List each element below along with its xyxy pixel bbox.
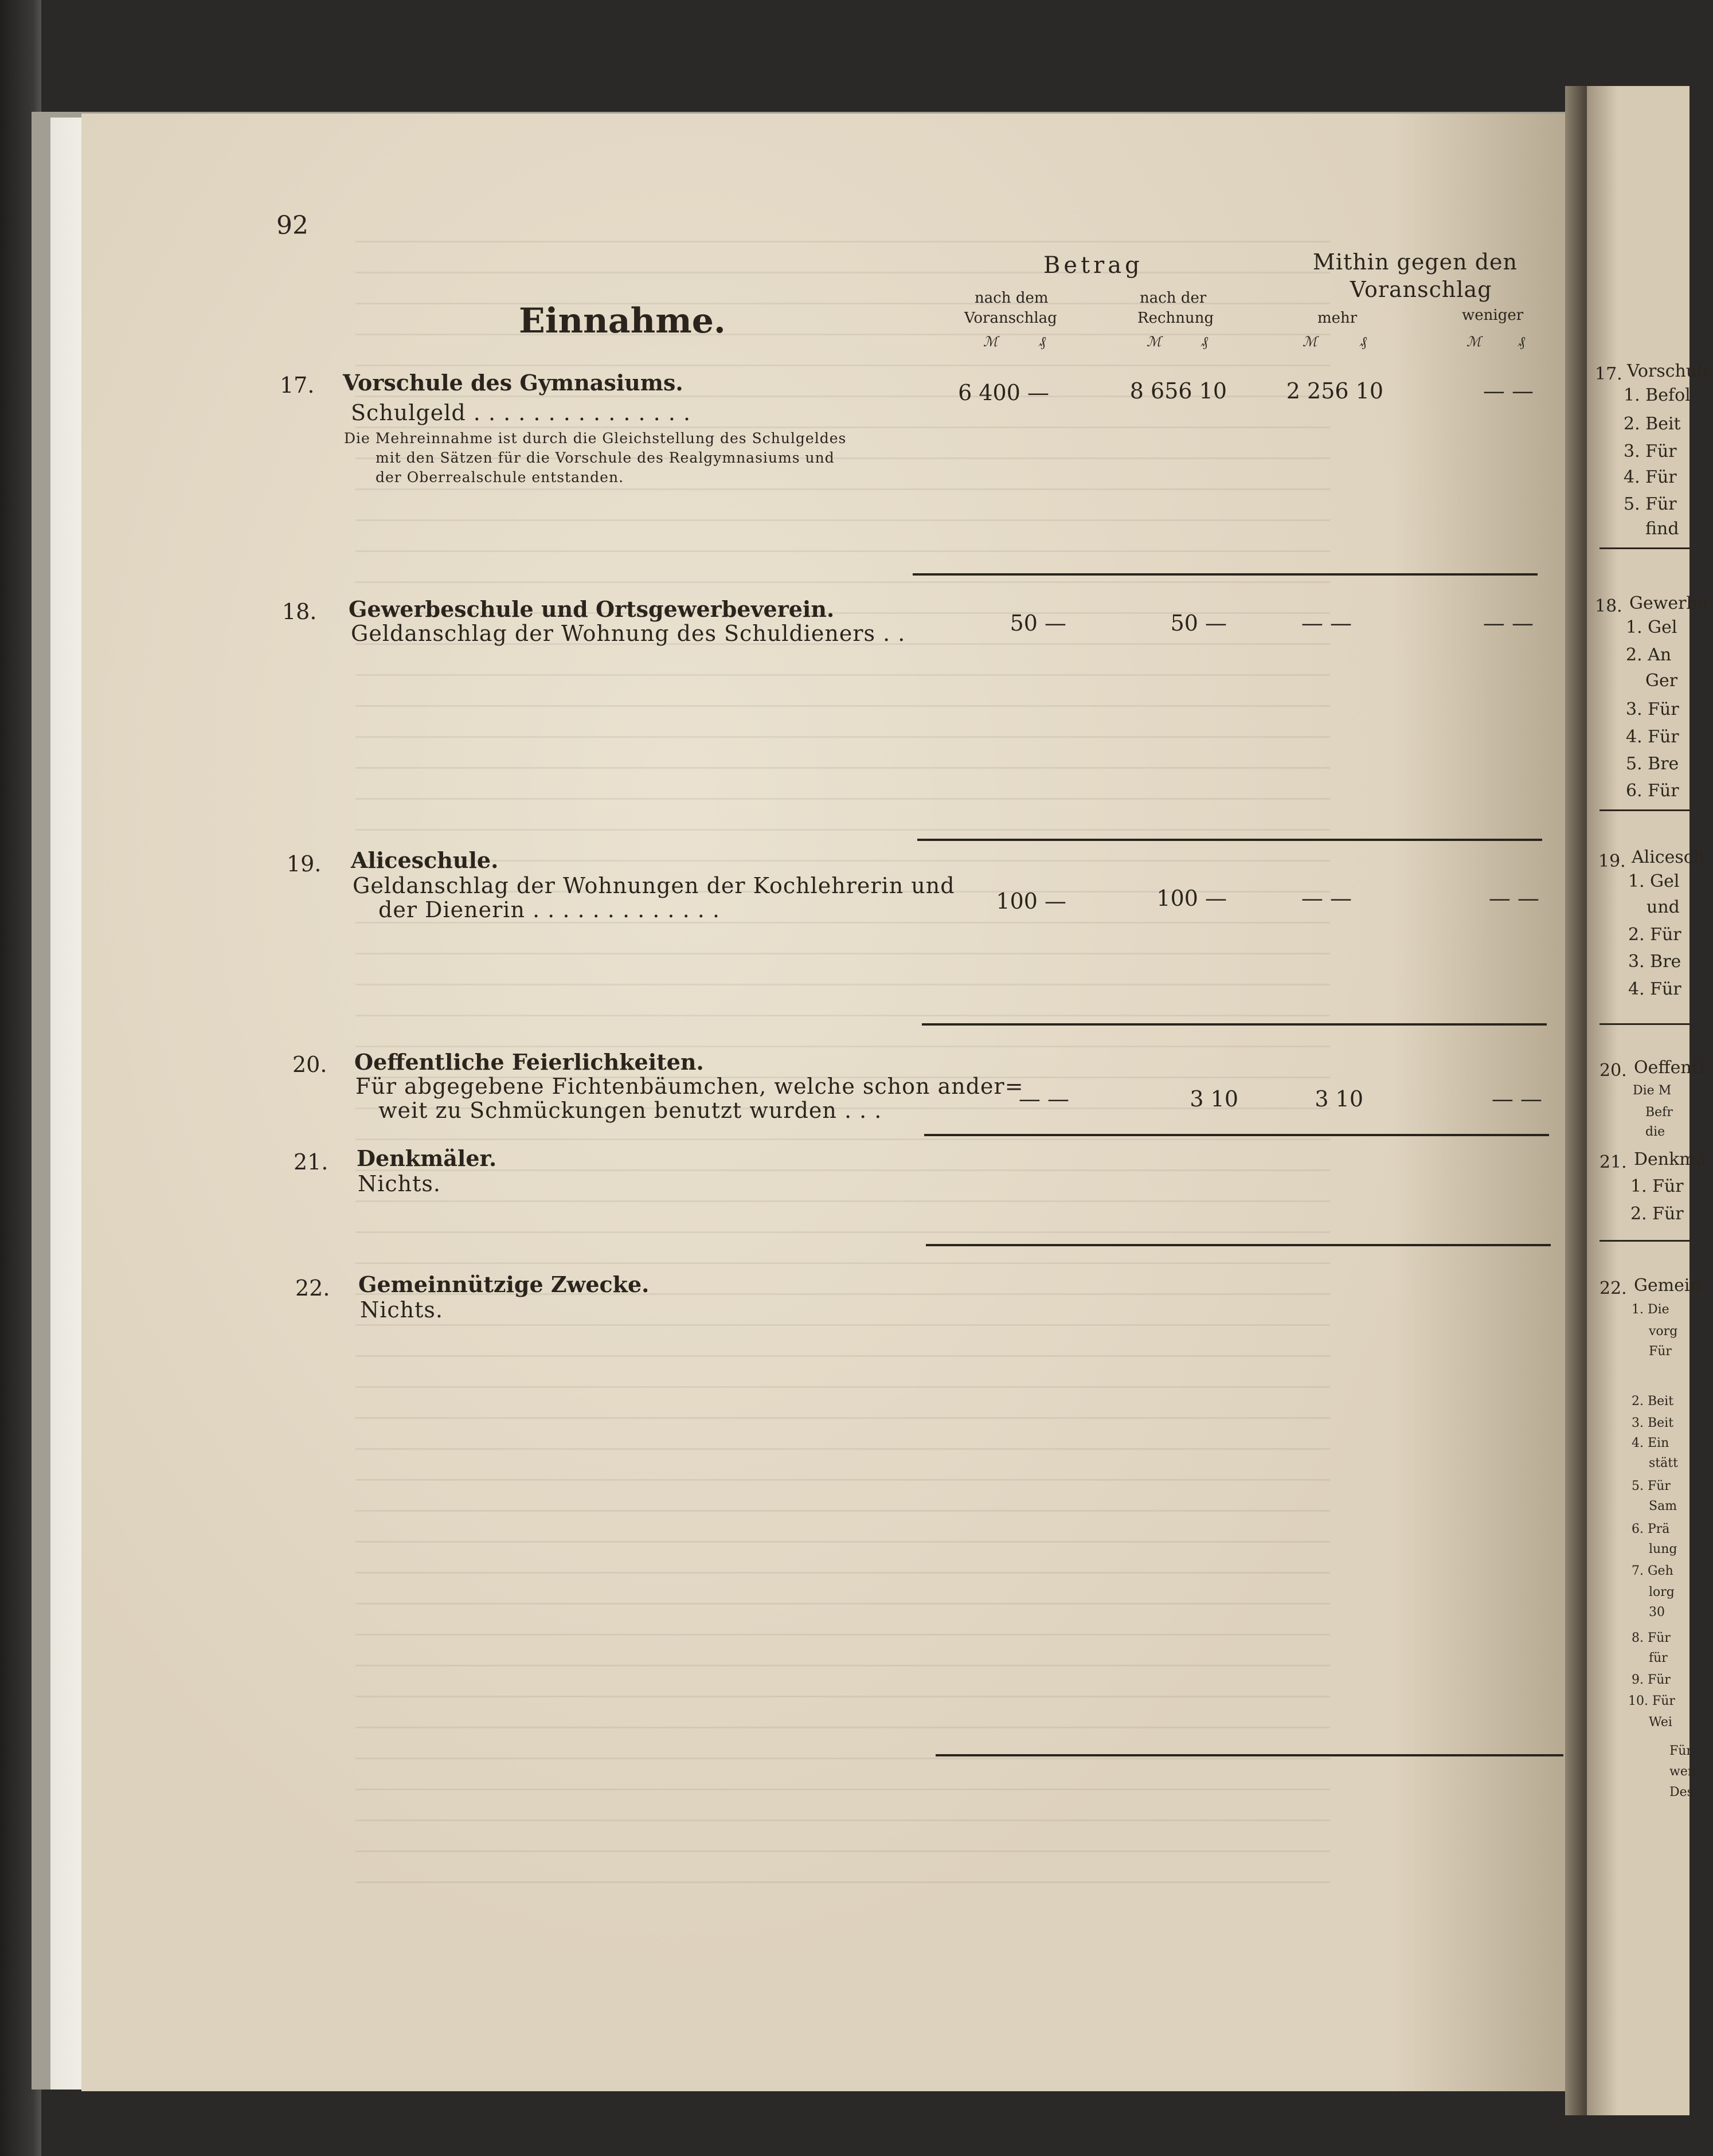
facing-text: 1. Befol — [1624, 385, 1691, 405]
col-header-voranschlag-2: Voranschlag — [1350, 277, 1492, 302]
amount-rechnung: 8 656 10 — [1129, 378, 1227, 404]
facing-text: 4. Für — [1628, 979, 1681, 999]
amount-weniger: — — — [1488, 886, 1539, 911]
facing-text: 6. Für — [1626, 781, 1679, 801]
col-header-weniger: weniger — [1462, 307, 1524, 324]
facing-text: find — [1645, 519, 1679, 539]
facing-text: 10. Für — [1628, 1694, 1675, 1708]
facing-text: Gewerbe — [1629, 593, 1708, 613]
facing-text: 4. Für — [1624, 467, 1677, 487]
facing-text: 3. Bre — [1628, 952, 1681, 972]
entry-line: Geldanschlag der Wohnung des Schuldieners . . — [351, 621, 906, 646]
facing-rule — [1599, 547, 1689, 549]
amount-rechnung: 100 — — [1156, 886, 1227, 911]
unit-pf: ₰ — [1039, 334, 1046, 350]
entry-rule — [924, 1134, 1549, 1136]
facing-text: 2. An — [1626, 645, 1672, 665]
amount-voranschlag: 6 400 — — [958, 380, 1049, 405]
facing-text: lorg — [1649, 1585, 1675, 1599]
unit-mark: ℳ — [1303, 334, 1317, 350]
amount-weniger: — — — [1483, 611, 1534, 636]
facing-text: 17. — [1595, 364, 1622, 384]
entry-number: 22. — [295, 1275, 330, 1301]
col-header-mithin: Mithin gegen den — [1313, 249, 1518, 275]
entry-rule — [913, 573, 1538, 576]
facing-text: 2. Für — [1628, 925, 1681, 945]
amount-mehr: 2 256 10 — [1286, 378, 1383, 404]
entry-line: Schulgeld . . . . . . . . . . . . . . . — [351, 400, 691, 425]
facing-text: 8. Für — [1632, 1631, 1671, 1645]
entry-number: 17. — [280, 373, 315, 398]
facing-rule — [1599, 1240, 1689, 1242]
facing-text: Sam — [1649, 1499, 1677, 1513]
facing-text: stätt — [1649, 1456, 1678, 1470]
facing-text: 5. Für — [1632, 1479, 1671, 1493]
facing-text: Gemein — [1634, 1275, 1701, 1296]
page-title: Einnahme. — [519, 301, 726, 341]
entry-title: Gemeinnützige Zwecke. — [358, 1271, 650, 1297]
entry-number: 19. — [287, 851, 322, 877]
facing-text: Für — [1649, 1344, 1672, 1359]
entry-line: weit zu Schmückungen benutzt wurden . . . — [378, 1098, 882, 1123]
facing-text: Oeffentl — [1634, 1058, 1704, 1078]
entry-number: 21. — [294, 1149, 328, 1175]
facing-text: 4. Ein — [1632, 1436, 1669, 1450]
entry-line: Nichts. — [360, 1297, 444, 1322]
facing-text: 18. — [1595, 596, 1622, 616]
facing-text: 6. Prä — [1632, 1522, 1670, 1536]
amount-weniger: — — — [1483, 378, 1534, 404]
facing-text: 20. — [1599, 1061, 1627, 1081]
facing-text: 5. Für — [1624, 494, 1677, 514]
facing-text: 22. — [1599, 1278, 1627, 1298]
entry-note: Die Mehreinnahme ist durch die Gleichstellung des Schulgeldes — [344, 430, 847, 447]
unit-pf: ₰ — [1518, 334, 1525, 350]
amount-mehr: — — — [1301, 611, 1352, 636]
entry-rule — [926, 1244, 1551, 1246]
facing-text: Befr — [1645, 1105, 1673, 1120]
entry-title: Aliceschule. — [351, 847, 499, 873]
facing-text: 3. Beit — [1632, 1416, 1674, 1430]
unit-pf: ₰ — [1360, 334, 1367, 350]
facing-text: vorg — [1649, 1324, 1678, 1339]
amount-voranschlag: 50 — — [1010, 611, 1066, 636]
facing-text: 4. Für — [1626, 727, 1679, 747]
unit-pf: ₰ — [1201, 334, 1208, 350]
entry-rule — [917, 839, 1542, 841]
facing-text: Für — [1669, 1744, 1692, 1758]
facing-text: 3. Für — [1626, 699, 1679, 719]
col-header-nach-der: nach der — [1140, 289, 1207, 307]
facing-text: Denkmä — [1634, 1149, 1706, 1169]
entry-title: Oeffentliche Feierlichkeiten. — [354, 1049, 704, 1075]
col-header-nach-dem: nach dem — [975, 289, 1049, 307]
facing-text: Des — [1669, 1785, 1694, 1799]
amount-rechnung: 50 — — [1170, 611, 1227, 636]
amount-voranschlag: — — — [1018, 1086, 1069, 1112]
facing-text: 1. Gel — [1626, 617, 1677, 637]
col-header-mehr: mehr — [1317, 310, 1358, 327]
entry-note: mit den Sätzen für die Vorschule des Realgymnasiums und — [376, 449, 835, 466]
amount-voranschlag: 100 — — [996, 889, 1066, 914]
facing-rule — [1599, 809, 1689, 811]
entry-number: 20. — [292, 1052, 327, 1077]
facing-text: 9. Für — [1632, 1673, 1671, 1687]
facing-text: Die M — [1633, 1083, 1672, 1098]
facing-text: 30 — [1649, 1605, 1665, 1619]
entry-line: Geldanschlag der Wohnungen der Kochlehrerin und — [353, 873, 955, 898]
facing-text: 1. Für — [1630, 1176, 1684, 1196]
facing-text: und — [1646, 897, 1680, 917]
facing-text: Alicesch — [1632, 847, 1704, 867]
facing-text: 7. Geh — [1632, 1564, 1673, 1578]
facing-text: 2. Beit — [1632, 1394, 1674, 1408]
amount-weniger: — — — [1491, 1086, 1542, 1112]
facing-text: 2. Für — [1630, 1204, 1684, 1224]
facing-text: 1. Die — [1632, 1302, 1669, 1317]
unit-mark: ℳ — [1466, 334, 1481, 350]
entry-title: Vorschule des Gymnasiums. — [343, 370, 683, 396]
facing-text: Wei — [1649, 1715, 1672, 1730]
entry-line: Nichts. — [358, 1171, 441, 1196]
unit-mark: ℳ — [1147, 334, 1161, 350]
facing-text: 19. — [1598, 851, 1626, 871]
entry-rule — [922, 1023, 1547, 1026]
entry-line: der Dienerin . . . . . . . . . . . . . — [378, 897, 720, 922]
facing-text: 1. Gel — [1628, 871, 1680, 891]
entry-title: Gewerbeschule und Ortsgewerbeverein. — [349, 596, 835, 622]
facing-text: 3. Für — [1624, 441, 1677, 461]
amount-rechnung: 3 10 — [1190, 1086, 1238, 1112]
facing-text: lung — [1649, 1542, 1677, 1556]
facing-rule — [1599, 1023, 1689, 1025]
unit-mark: ℳ — [983, 334, 998, 350]
entry-line: Für abgegebene Fichtenbäumchen, welche schon ander= — [355, 1074, 1024, 1099]
facing-text: 5. Bre — [1626, 754, 1679, 774]
facing-text: Vorschule — [1627, 361, 1713, 381]
facing-text: Ger — [1645, 671, 1678, 691]
facing-text: wen — [1669, 1764, 1696, 1779]
facing-text: für — [1649, 1651, 1668, 1665]
entry-title: Denkmäler. — [357, 1145, 497, 1171]
page-end-rule — [936, 1754, 1563, 1756]
col-header-rechnung: Rechnung — [1137, 310, 1214, 327]
amount-mehr: 3 10 — [1315, 1086, 1363, 1112]
amount-mehr: — — — [1301, 886, 1352, 911]
col-header-voranschlag: Voranschlag — [964, 310, 1057, 327]
col-header-betrag: Betrag — [1043, 252, 1143, 279]
entry-number: 18. — [282, 599, 317, 624]
facing-text: die — [1645, 1125, 1665, 1139]
entry-note: der Oberrealschule entstanden. — [376, 469, 624, 486]
facing-text: 21. — [1599, 1152, 1627, 1172]
page-number: 92 — [276, 211, 308, 240]
facing-text: 2. Beit — [1624, 414, 1681, 434]
